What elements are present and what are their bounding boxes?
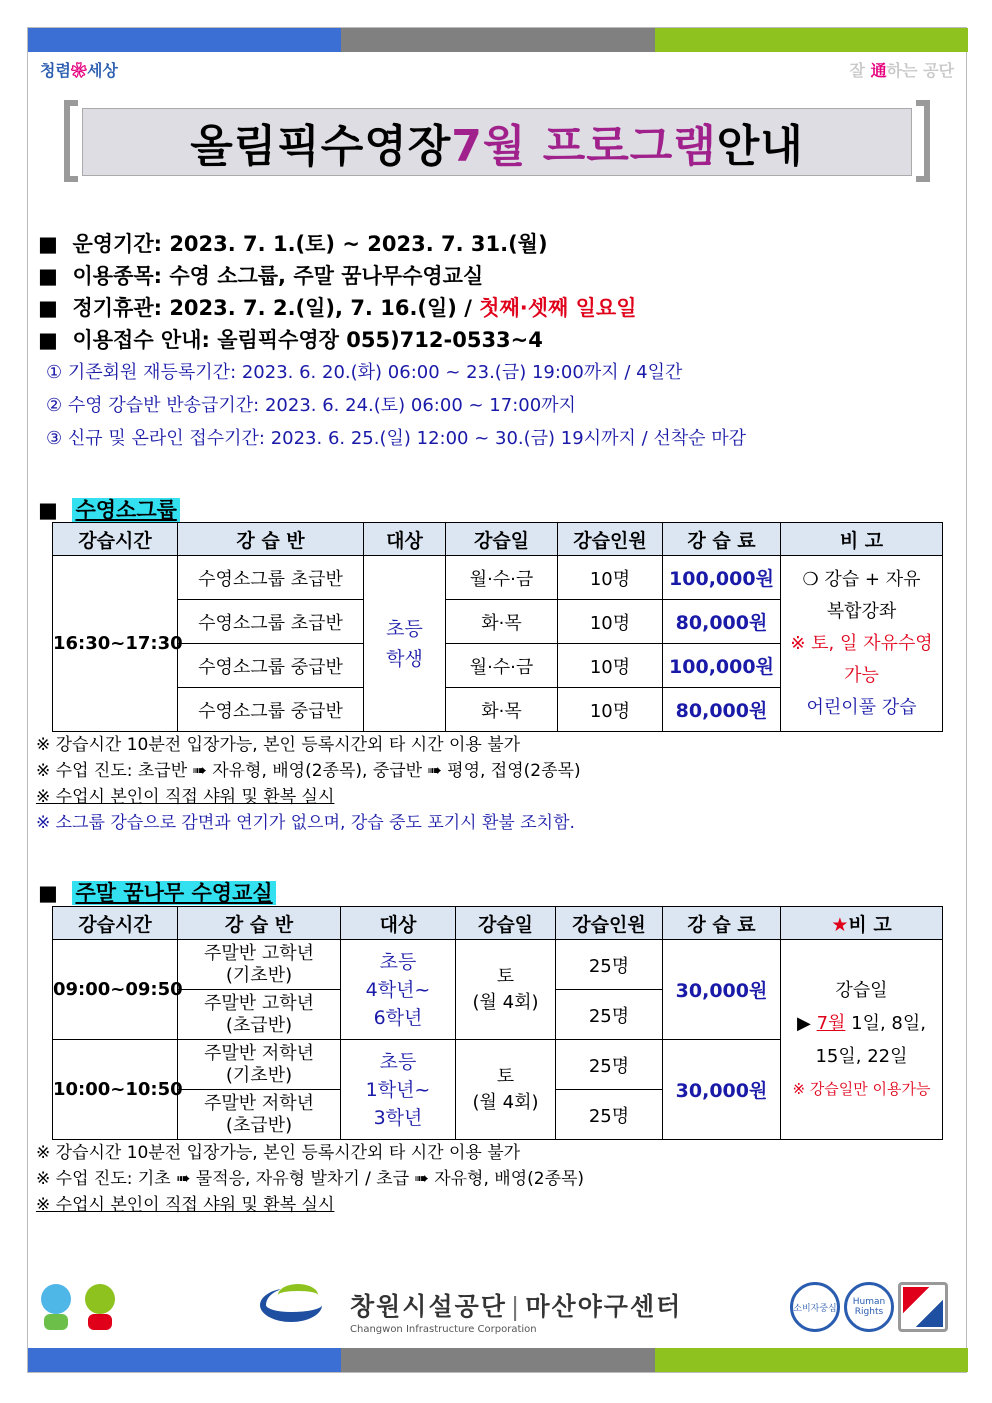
corp-mark-icon bbox=[260, 1282, 330, 1328]
table-row: 수영소그룹 중급반 화·목 10명 80,000원 bbox=[53, 688, 943, 732]
info-items: ■ 이용종목: 수영 소그룹, 주말 꿈나무수영교실 bbox=[38, 264, 484, 288]
info-sub-3: ③ 신규 및 온라인 접수기간: 2023. 6. 25.(일) 12:00 ~ 30.(금) 19시까지 / 선착순 마감 bbox=[46, 428, 747, 449]
table-row: 수영소그룹 초급반 화·목 10명 80,000원 bbox=[53, 600, 943, 644]
note-cell: ❍ 강습 + 자유 복합강좌 ※ 토, 일 자유수영 가능 어린이풀 강습 bbox=[781, 556, 943, 732]
info-sub-2: ② 수영 강습반 반송급기간: 2023. 6. 24.(토) 06:00 ~ 17:00까지 bbox=[46, 395, 576, 416]
table-row: 주말반 저학년 (초급반) 25명 bbox=[53, 1090, 943, 1140]
page-title-box bbox=[64, 100, 930, 182]
section1-title: ■ 수영소그룹 bbox=[38, 494, 180, 524]
integrity-logo: 청렴❀세상 bbox=[40, 61, 118, 80]
section2-table bbox=[52, 906, 943, 1140]
certification-badges bbox=[790, 1282, 948, 1332]
info-sub-1: ① 기존회원 재등록기간: 2023. 6. 20.(화) 06:00 ~ 23.(금) 19:00까지 / 4일간 bbox=[46, 362, 683, 383]
section2-title: ■ 주말 꿈나무 수영교실 bbox=[38, 877, 276, 907]
certification-flag-icon bbox=[898, 1282, 948, 1332]
top-color-band bbox=[28, 28, 968, 52]
info-period: ■ 운영기간: 2023. 7. 1.(토) ~ 2023. 7. 31.(월) bbox=[38, 232, 548, 256]
table-row: 09:00~09:50 주말반 고학년 (기초반) 초등 4학년~ 6학년 토 (월 4회) 25명 30,000원 강습일 ▶ 7월 1일, 8일, 15일, 22일 ※ 강습일만 이용가능 bbox=[53, 940, 943, 990]
consumer-badge-icon: 소비자중심 bbox=[790, 1282, 840, 1332]
table-row: 10:00~10:50 주말반 저학년 (기초반) 초등 1학년~ 3학년 토 (월 4회) 25명 30,000원 bbox=[53, 1040, 943, 1090]
table-row: 주말반 고학년 (초급반) 25명 bbox=[53, 990, 943, 1040]
bottom-color-band bbox=[28, 1348, 968, 1372]
section1-table bbox=[52, 522, 943, 732]
info-section bbox=[38, 228, 938, 455]
table-row: 수영소그룹 중급반 월·수·금 10명 100,000원 bbox=[53, 644, 943, 688]
info-closed: ■ 정기휴관: 2023. 7. 2.(일), 7. 16.(일) / 첫째·셋째 일요일 bbox=[38, 296, 637, 320]
table-row: 16:30~17:30 수영소그룹 초급반 초등 학생 월·수·금 10명 100,000원 ❍ 강습 + 자유 복합강좌 ※ 토, 일 자유수영 가능 어린이풀 강습 bbox=[53, 556, 943, 600]
info-contact: ■ 이용접수 안내: 올림픽수영장 055)712-0533~4 bbox=[38, 328, 543, 352]
time-cell: 16:30~17:30 bbox=[53, 556, 178, 732]
corp-logo: 창원시설공단 | 마산야구센터 Changwon Infrastructure Corporation bbox=[260, 1282, 682, 1328]
table-header-row: 강습시간 강 습 반 대상 강습일 강습인원 강 습 료 ★비 고 bbox=[53, 907, 943, 940]
human-rights-badge-icon: Human Rights bbox=[844, 1282, 894, 1332]
slogan: 잘 通하는 공단 bbox=[849, 61, 954, 80]
section1-notes: ※ 강습시간 10분전 입장가능, 본인 등록시간외 타 시간 이용 불가 ※ 수업 진도: 초급반 ➠ 자유형, 배영(2종목), 중급반 ➠ 평영, 접영(2종목) ※ 수업시 본인이 직접 샤워 및 환복 실시 ※ 소그룹 강습으로 감면과 연기가 없으며, 강습 중도 포기시 환불 조치함. bbox=[36, 735, 581, 833]
note-cell: 강습일 ▶ 7월 1일, 8일, 15일, 22일 ※ 강습일만 이용가능 bbox=[781, 940, 943, 1140]
table-header-row: 강습시간 강 습 반 대상 강습일 강습인원 강 습 료 비 고 bbox=[53, 523, 943, 556]
mascot-icon bbox=[82, 1284, 118, 1330]
footer bbox=[28, 1270, 968, 1346]
mascot-icon bbox=[38, 1284, 74, 1330]
section2-notes: ※ 강습시간 10분전 입장가능, 본인 등록시간외 타 시간 이용 불가 ※ 수업 진도: 기초 ➠ 물적응, 자유형 발차기 / 초급 ➠ 자유형, 배영(2종목) ※ 수업시 본인이 직접 샤워 및 환복 실시 bbox=[36, 1143, 585, 1215]
star-icon: ★ bbox=[831, 913, 849, 936]
flower-icon: ❀ bbox=[70, 61, 87, 80]
page-title: 올림픽수영장 7월 프로그램 안내 bbox=[82, 108, 912, 176]
target-cell: 초등 학생 bbox=[364, 556, 446, 732]
